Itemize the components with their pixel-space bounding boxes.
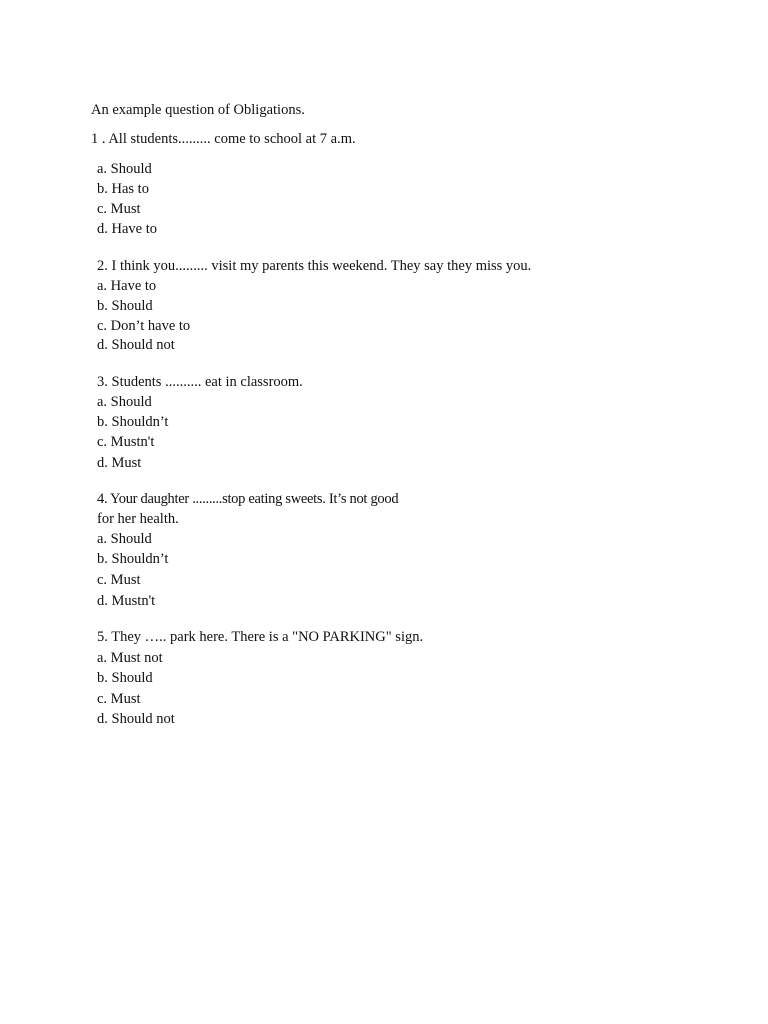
question-4-option-d: d. Mustn't bbox=[97, 593, 156, 609]
question-5-option-c: c. Must bbox=[97, 691, 141, 707]
question-3-option-d: d. Must bbox=[97, 455, 142, 471]
question-5-option-d: d. Should not bbox=[97, 711, 175, 727]
document-title: An example question of Obligations. bbox=[91, 102, 305, 118]
question-1-option-a: a. Should bbox=[97, 161, 152, 177]
question-4-option-a: a. Should bbox=[97, 531, 152, 547]
question-5-prompt: 5. They ….. park here. There is a "NO PARKING" sign. bbox=[97, 629, 424, 645]
question-4-prompt-continued: for her health. bbox=[97, 511, 179, 527]
question-2-option-d: d. Should not bbox=[97, 337, 175, 353]
question-5-option-a: a. Must not bbox=[97, 650, 163, 666]
question-3-option-a: a. Should bbox=[97, 394, 152, 410]
question-4-prompt: 4. Your daughter .........stop eating sweets. It’s not good bbox=[97, 491, 399, 507]
question-4-option-b: b. Shouldn’t bbox=[97, 551, 169, 567]
question-1-option-b: b. Has to bbox=[97, 181, 149, 197]
question-3-option-c: c. Mustn't bbox=[97, 434, 155, 450]
question-3-prompt: 3. Students .......... eat in classroom. bbox=[97, 374, 303, 390]
question-2-option-a: a. Have to bbox=[97, 278, 157, 294]
question-3-option-b: b. Shouldn’t bbox=[97, 414, 169, 430]
question-1-prompt: 1 . All students......... come to school at 7 a.m. bbox=[91, 131, 356, 147]
question-2-option-c: c. Don’t have to bbox=[97, 318, 191, 334]
question-1-option-c: c. Must bbox=[97, 201, 141, 217]
question-5-option-b: b. Should bbox=[97, 670, 153, 686]
question-1-option-d: d. Have to bbox=[97, 221, 157, 237]
question-4-option-c: c. Must bbox=[97, 572, 141, 588]
question-2-prompt: 2. I think you......... visit my parents this weekend. They say they miss you. bbox=[97, 258, 532, 274]
question-2-option-b: b. Should bbox=[97, 298, 153, 314]
